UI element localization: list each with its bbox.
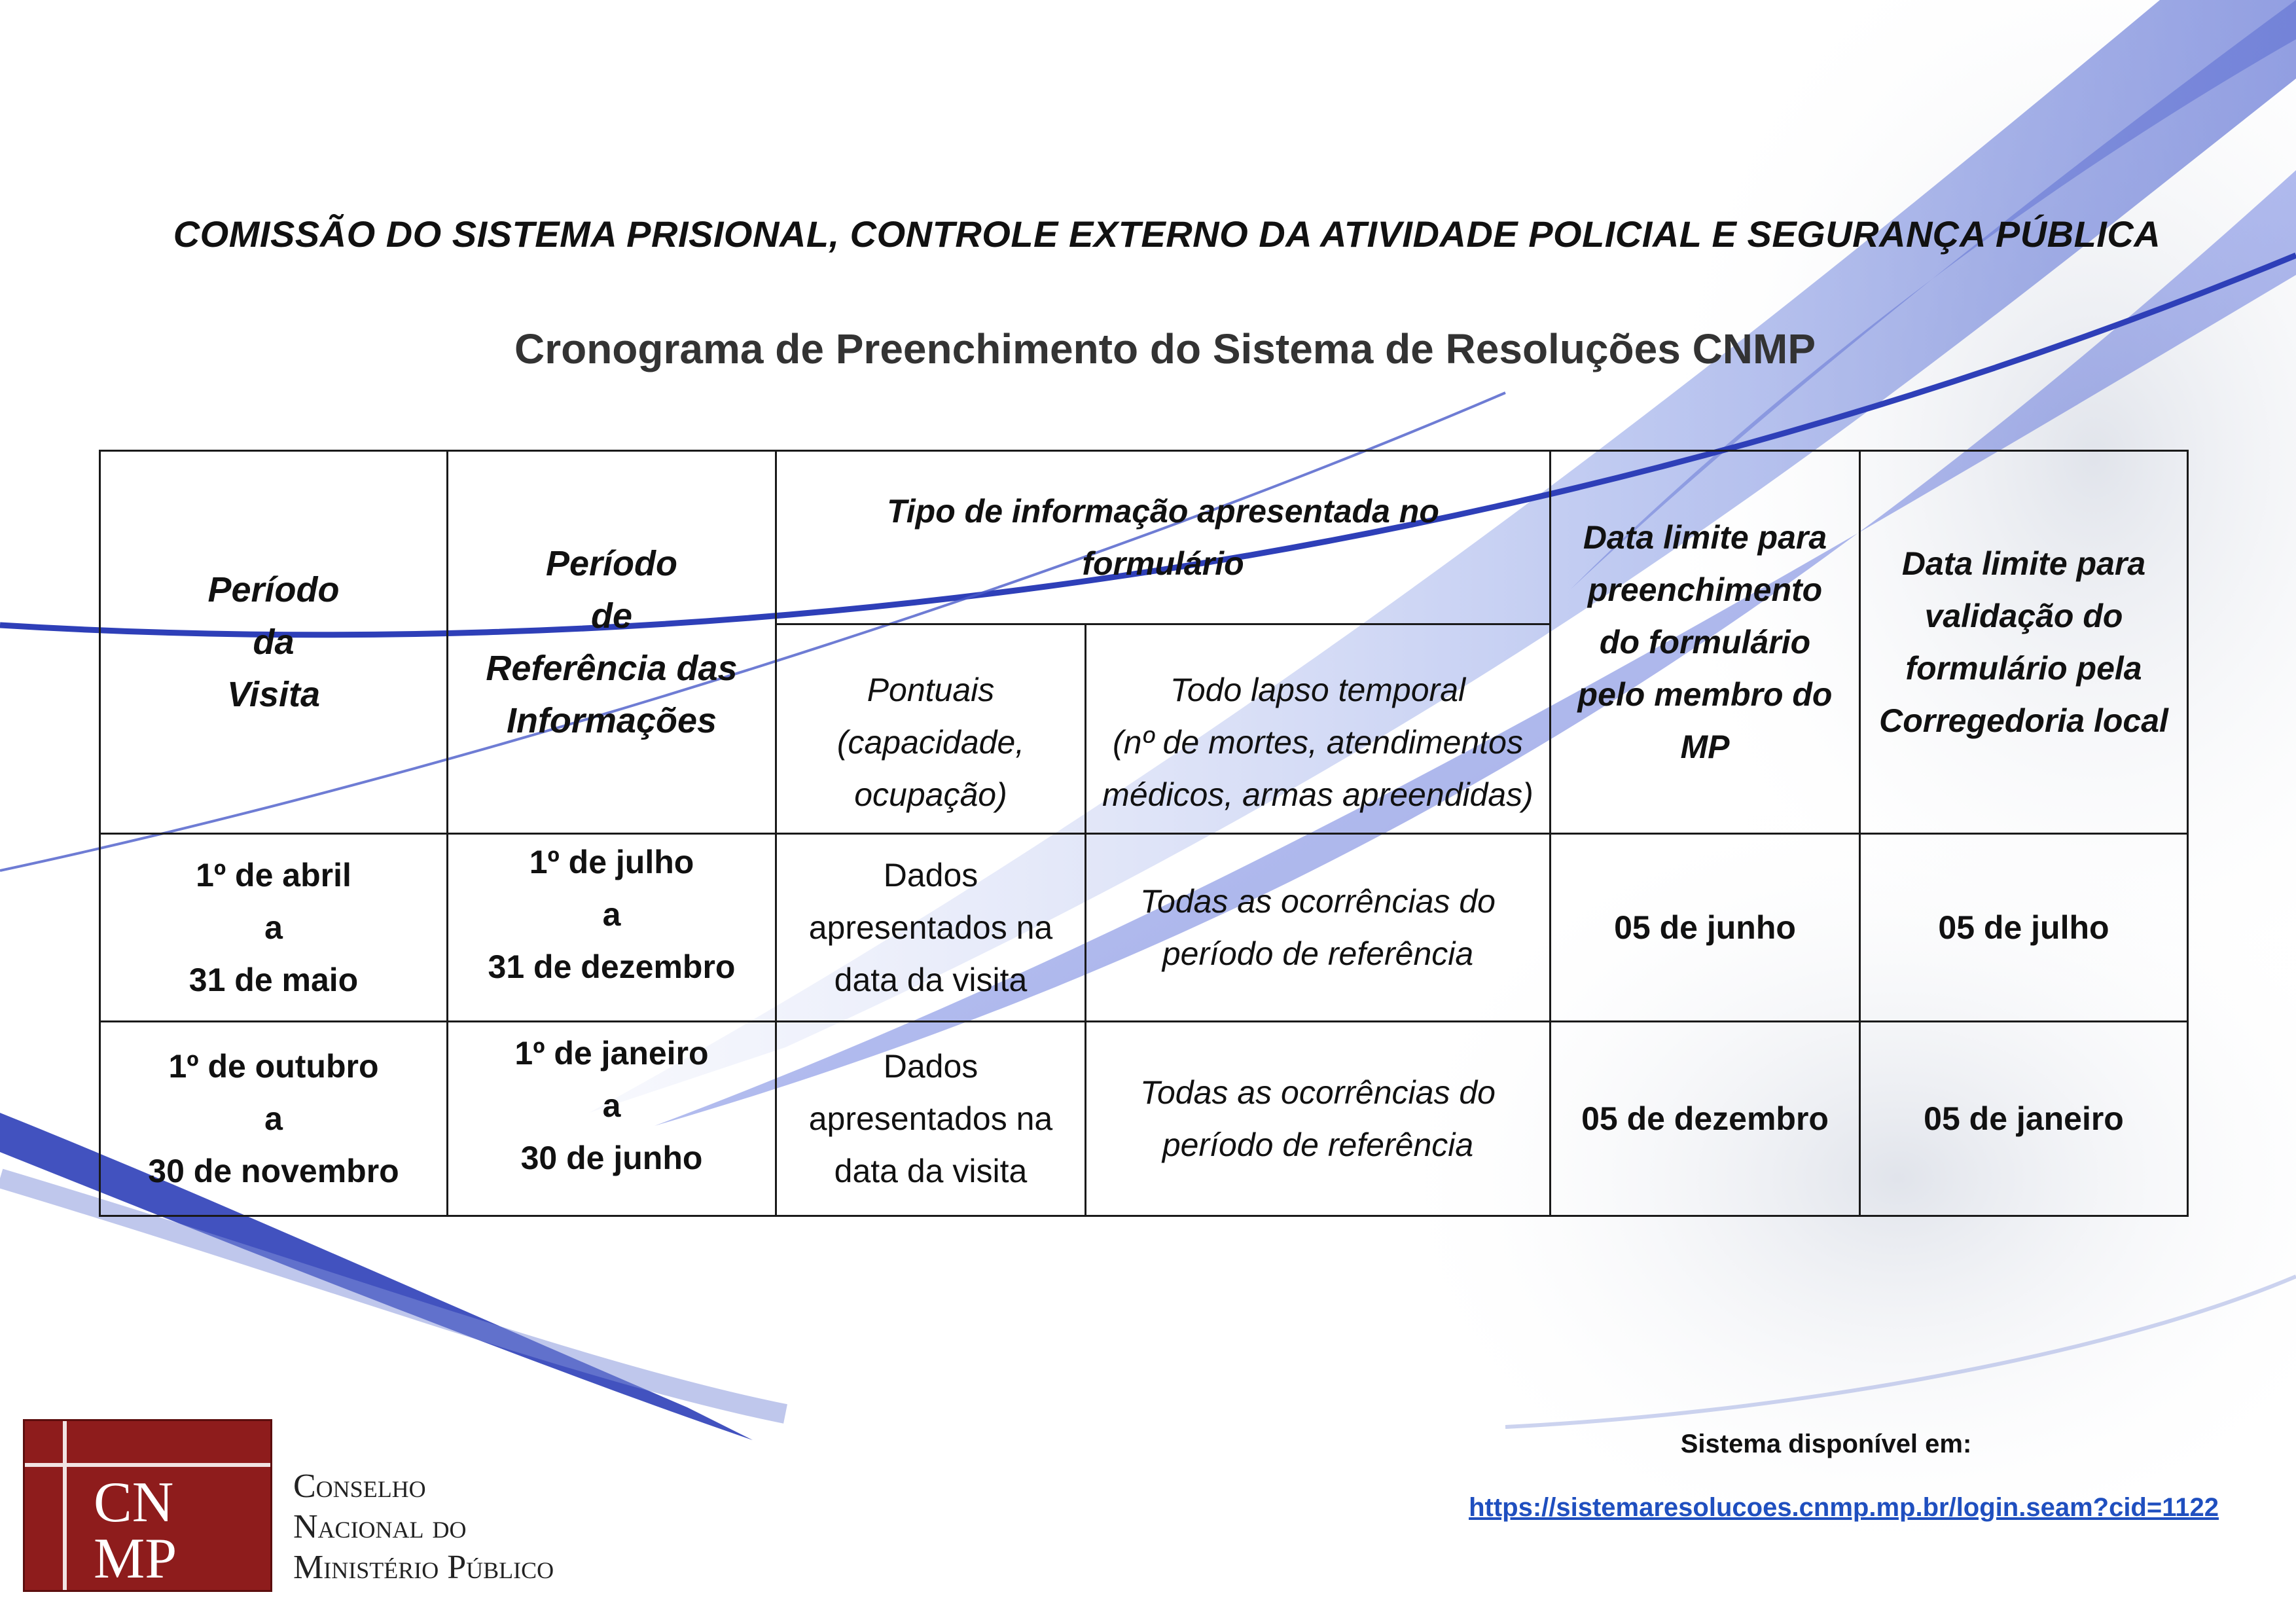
table-header-row [100,451,2188,624]
row-punctual: Dados apresentados na data da visita [776,834,1086,1022]
row-whole-period: Todas as ocorrências do período de referência [1086,834,1551,1022]
header-visit-period: Período da Visita [100,451,448,834]
row-reference-period: 1º de julho a 31 de dezembro [448,834,776,1022]
header-info-type: Tipo de informação apresentada no formulário [776,451,1551,624]
document-title: Cronograma de Preenchimento do Sistema de Resoluções CNMP [514,325,1816,372]
row-validation-deadline: 05 de julho [1860,834,2188,1022]
logo-abbr-top: CN [94,1471,174,1534]
logo-cross-vertical [63,1421,67,1590]
logo-cross-horizontal [25,1463,270,1467]
row-whole-period: Todas as ocorrências do período de referência [1086,1022,1551,1216]
row-punctual: Dados apresentados na data da visita [776,1022,1086,1216]
row-visit-period: 1º de abril a 31 de maio [100,834,448,1022]
header-validation-deadline: Data limite para validação do formulário pela Corregedoria local [1860,451,2188,834]
header-reference-period: Período de Referência das Informações [448,451,776,834]
logo-institution-name: Conselho Nacional do Ministério Público [293,1468,554,1586]
schedule-table [99,450,2189,1217]
logo-abbr-bottom: MP [94,1527,177,1591]
table-row [100,834,2188,1022]
table-row [100,1022,2188,1216]
row-reference-period: 1º de janeiro a 30 de junho [448,1022,776,1216]
system-link[interactable]: https://sistemaresolucoes.cnmp.mp.br/login.seam?cid=1122 [1469,1493,2219,1522]
row-fill-deadline: 05 de junho [1551,834,1860,1022]
system-available-label: Sistema disponível em: [1680,1430,1972,1458]
row-visit-period: 1º de outubro a 30 de novembro [100,1022,448,1216]
commission-heading: COMISSÃO DO SISTEMA PRISIONAL, CONTROLE EXTERNO DA ATIVIDADE POLICIAL E SEGURANÇA PÚBLICA [173,213,2161,255]
header-fill-deadline: Data limite para preenchimento do formulário pelo membro do MP [1551,451,1860,834]
row-validation-deadline: 05 de janeiro [1860,1022,2188,1216]
row-fill-deadline: 05 de dezembro [1551,1022,1860,1216]
cnmp-logo [23,1419,272,1592]
header-whole-period: Todo lapso temporal (nº de mortes, atendimentos médicos, armas apreendidas) [1086,624,1551,834]
header-punctual: Pontuais (capacidade, ocupação) [776,624,1086,834]
